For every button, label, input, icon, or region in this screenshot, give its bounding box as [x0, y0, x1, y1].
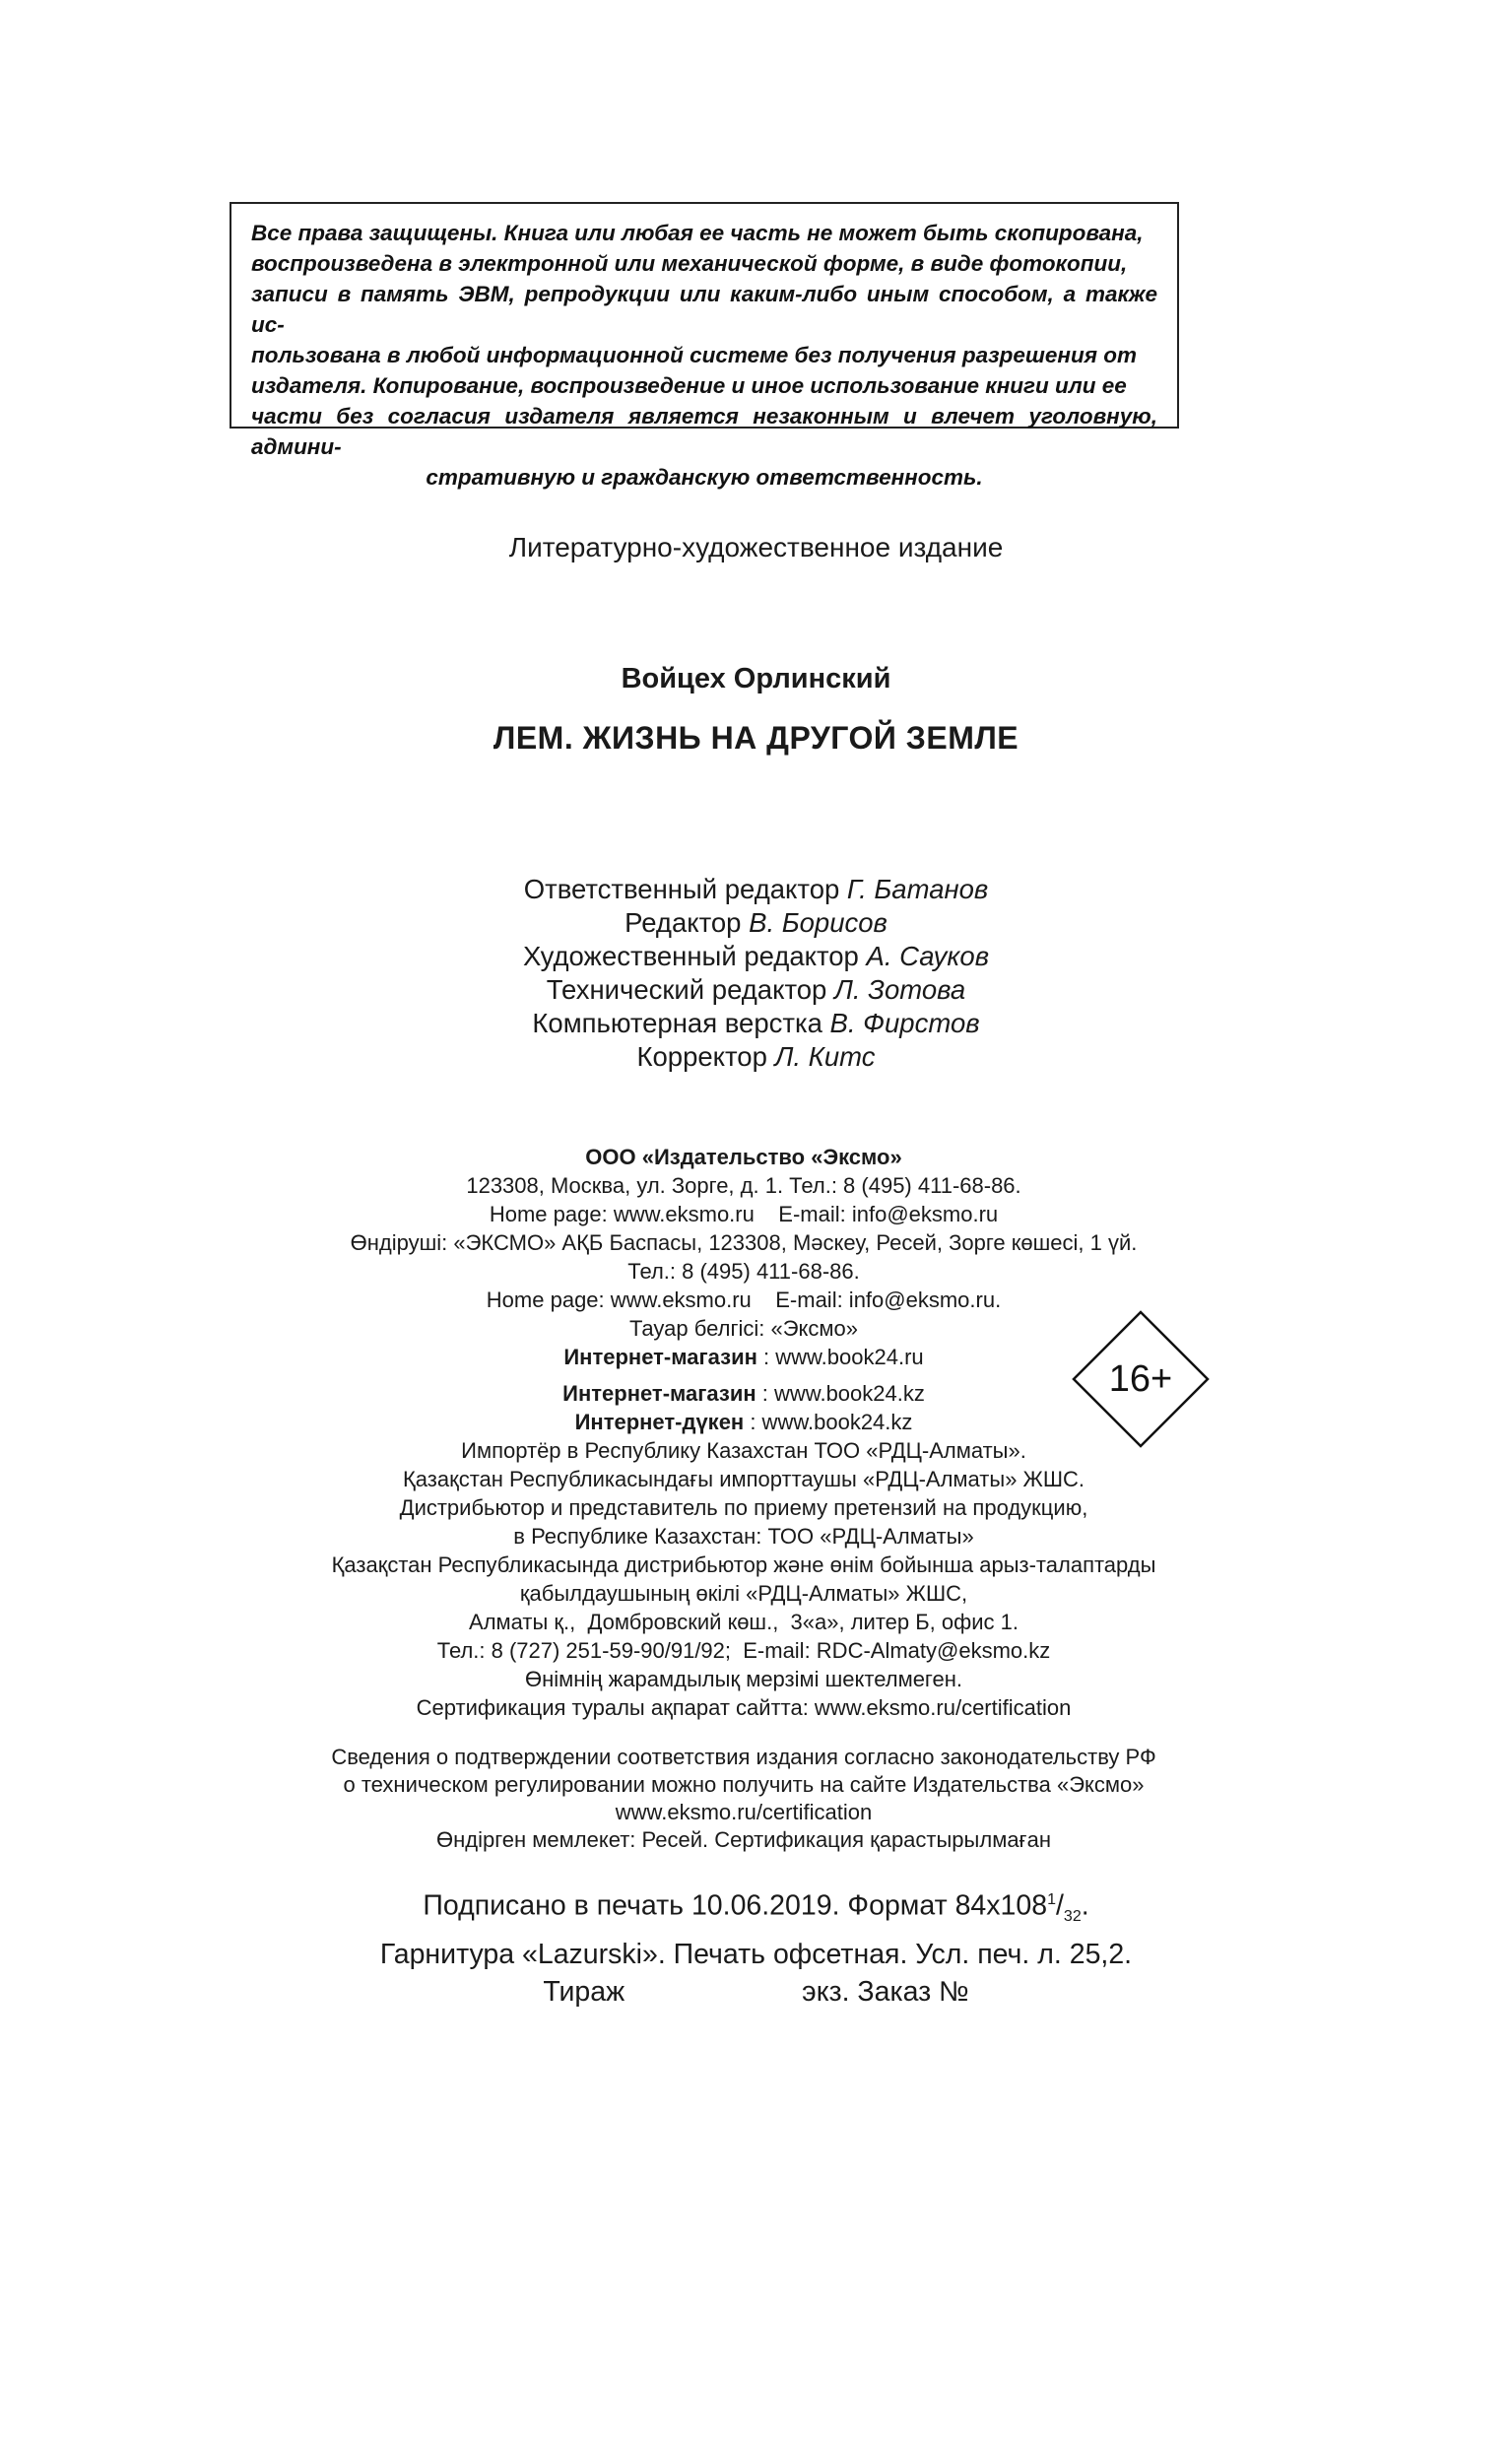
credit-name: Г. Батанов: [846, 874, 989, 904]
copyright-line: Все права защищены. Книга или любая ее часть не может быть скопирована,: [251, 221, 1144, 245]
credit-role: Ответственный редактор: [523, 874, 840, 904]
cert-line: Өндірген мемлекет: Ресей. Сертификация қарастырылмаған: [436, 1827, 1051, 1852]
kz-producer: Өндіруші: «ЭКСМО» АҚБ Баспасы, 123308, Мәскеу, Ресей, Зорге көшесі, 1 үй.: [350, 1230, 1138, 1255]
credits-block: [0, 873, 1512, 1074]
format-fraction-den: 32: [1063, 1908, 1082, 1926]
credit-line: [0, 906, 1512, 940]
credit-role: Компьютерная верстка: [532, 1008, 822, 1038]
print-run: [0, 1973, 1512, 2011]
print-typeface: Гарнитура «Lazurski». Печать офсетная. Усл. печ. л. 25,2.: [379, 1939, 1133, 1971]
publisher-name: ООО «Издательство «Эксмо»: [585, 1145, 902, 1169]
shop-kz-url: : www.book24.kz: [756, 1381, 925, 1406]
imprint-line: Қазақстан Республикасындағы импорттаушы «РДЦ-Алматы» ЖШС.: [402, 1467, 1085, 1491]
credit-name: В. Борисов: [749, 907, 887, 938]
trademark: Тауар белгісі: «Эксмо»: [628, 1316, 858, 1341]
shop-ru-label: Интернет-магазин: [563, 1345, 757, 1369]
format-fraction-num: 1: [1047, 1891, 1056, 1908]
credit-role: Художественный редактор: [522, 941, 859, 971]
publisher-address: 123308, Москва, ул. Зорге, д. 1. Тел.: 8 (495) 411-68-86.: [466, 1173, 1021, 1198]
publisher-web: Home page: www.eksmo.ru E-mail: info@eksmo.ru: [489, 1202, 999, 1226]
copyright-line: пользована в любой информационной системе без получения разрешения от: [251, 343, 1137, 367]
certification-block: [167, 1744, 1320, 1854]
credit-name: Л. Китс: [774, 1041, 876, 1072]
copyright-line: воспроизведена в электронной или механической форме, в виде фотокопии,: [251, 251, 1128, 276]
credit-line: [0, 873, 1512, 906]
copyright-line: части без согласия издателя является незаконным и влечет уголовную, админи-: [251, 404, 1157, 459]
imprint-line: Сертификация туралы ақпарат сайтта: www.eksmo.ru/certification: [416, 1695, 1072, 1720]
print-run-end: экз. Заказ №: [802, 1976, 969, 2009]
age-rating-label: 16+: [1108, 1357, 1173, 1400]
book-title: ЛЕМ. ЖИЗНЬ НА ДРУГОЙ ЗЕМЛЕ: [493, 720, 1019, 756]
kz-web: Home page: www.eksmo.ru E-mail: info@eksmo.ru.: [486, 1288, 1002, 1312]
print-signed-text: Подписано в печать 10.06.2019. Формат 84х108: [423, 1889, 1048, 1922]
credit-role: Редактор: [625, 907, 742, 938]
genre-label: Литературно-художественное издание: [508, 532, 1004, 562]
credit-line: [0, 1007, 1512, 1040]
imprint-line: Өнімнің жарамдылық мерзімі шектелмеген.: [525, 1667, 962, 1691]
copyright-line: записи в память ЭВМ, репродукции или каким-либо иным способом, а также ис-: [251, 282, 1157, 337]
print-run-label: Тираж: [543, 1976, 625, 2009]
cert-line: www.eksmo.ru/certification: [615, 1800, 873, 1824]
kz-phone: Тел.: 8 (495) 411-68-86.: [627, 1259, 860, 1284]
shop-ru-url: : www.book24.ru: [756, 1345, 924, 1369]
credit-line: [0, 940, 1512, 973]
print-signed-end: .: [1081, 1889, 1089, 1922]
imprint-line: қабылдаушының өкілі «РДЦ-Алматы» ЖШС,: [519, 1581, 968, 1606]
copyright-line: издателя. Копирование, воспроизведение и иное использование книги или ее: [251, 373, 1127, 398]
copyright-notice-box: [230, 202, 1179, 490]
shop-kz2-label: Интернет-дүкен: [574, 1410, 745, 1434]
imprint-line: в Республике Казахстан: ТОО «РДЦ-Алматы»: [513, 1524, 974, 1549]
print-signed: Подписано в печать 10.06.2019. Формат $84х108^1/_{32}$.: [423, 1889, 1089, 1926]
credit-name: А. Сауков: [866, 941, 990, 971]
author-name: Войцех Орлинский: [621, 663, 891, 694]
imprint-line: Алматы қ., Домбровский көш., 3«а», литер Б, офис 1.: [469, 1610, 1019, 1634]
shop-kz-label: Интернет-магазин: [562, 1381, 756, 1406]
credit-name: В. Фирстов: [829, 1008, 980, 1038]
imprint-line: Импортёр в Республику Казахстан ТОО «РДЦ-Алматы».: [461, 1438, 1026, 1463]
credit-line: [0, 973, 1512, 1007]
shop-kz2-url: : www.book24.kz: [744, 1410, 913, 1434]
print-info-block: [0, 1882, 1512, 2011]
copyright-line: стративную и гражданскую ответственность.: [426, 465, 983, 490]
imprint-line: Қазақстан Республикасында дистрибьютор және өнім бойынша арыз-талаптарды: [331, 1552, 1156, 1577]
imprint-line: Дистрибьютор и представитель по приему претензий на продукцию,: [399, 1495, 1088, 1520]
credit-name: Л. Зотова: [833, 974, 966, 1005]
imprint-line: Тел.: 8 (727) 251-59-90/91/92; E-mail: RDC-Almaty@eksmo.kz: [436, 1638, 1051, 1663]
credit-role: Технический редактор: [546, 974, 827, 1005]
cert-line: о техническом регулировании можно получить на сайте Издательства «Эксмо»: [343, 1772, 1145, 1797]
credit-role: Корректор: [636, 1041, 767, 1072]
cert-line: Сведения о подтверждении соответствия издания согласно законодательству РФ: [331, 1745, 1156, 1769]
credit-line: [0, 1040, 1512, 1074]
